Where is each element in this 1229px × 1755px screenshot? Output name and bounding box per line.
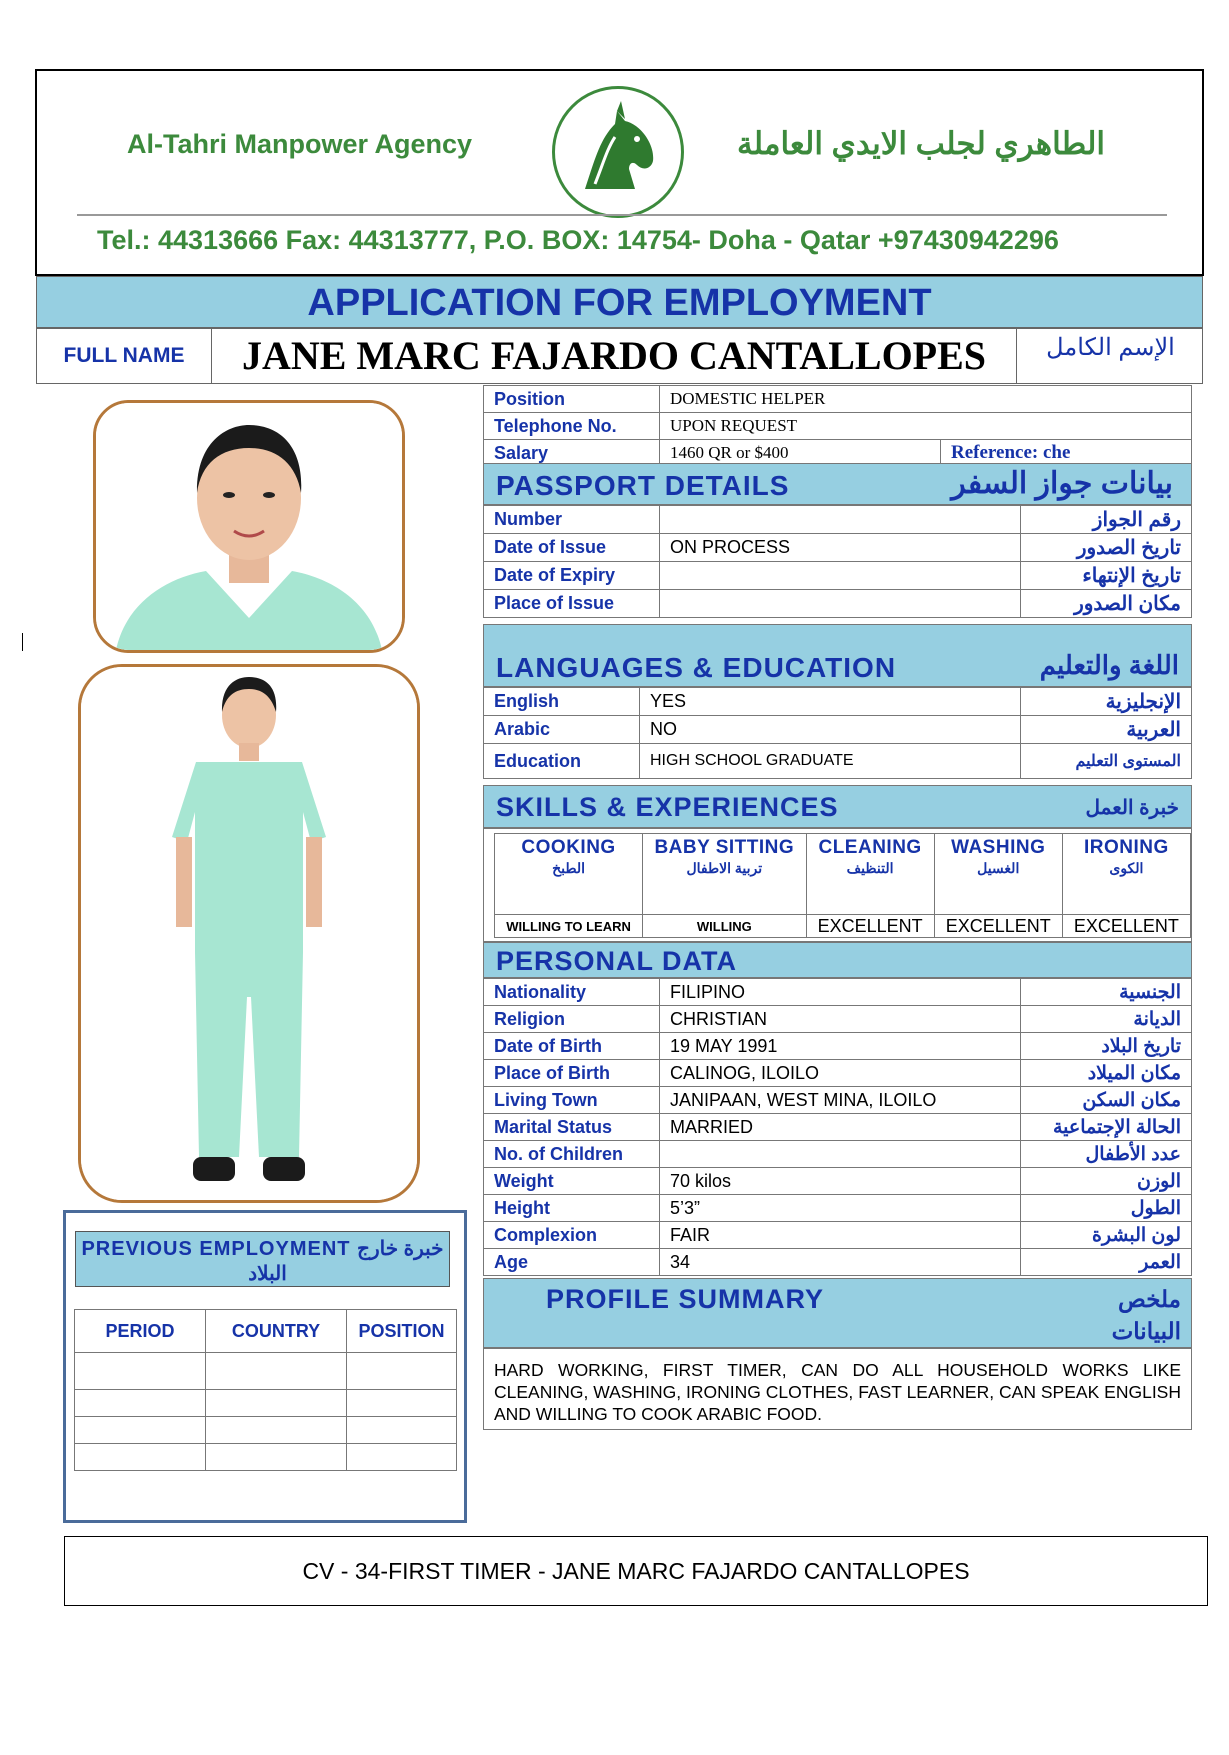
column-period: PERIOD	[75, 1310, 206, 1353]
personal-row-label: Height	[484, 1195, 660, 1222]
skill-name: WASHING	[951, 837, 1046, 858]
agency-header	[35, 69, 1204, 276]
personal-row-label: Living Town	[484, 1087, 660, 1114]
full-name-label: FULL NAME	[63, 344, 185, 367]
personal-row-arabic: العمر	[1021, 1249, 1192, 1276]
personal-row	[484, 1114, 1192, 1141]
passport-row-value	[660, 590, 1021, 618]
language-row-arabic: العربية	[1021, 716, 1192, 744]
personal-section-header	[483, 942, 1192, 978]
personal-row	[484, 1249, 1192, 1276]
personal-row-arabic: الطول	[1021, 1195, 1192, 1222]
language-row-value: HIGH SCHOOL GRADUATE	[640, 744, 1021, 779]
personal-row-value: FAIR	[660, 1222, 1021, 1249]
personal-row-value: CHRISTIAN	[660, 1006, 1021, 1033]
cv-footer: CV - 34-FIRST TIMER - JANE MARC FAJARDO CANTALLOPES	[64, 1536, 1208, 1606]
skill-level: WILLING	[643, 915, 806, 938]
language-row-value: YES	[640, 688, 1021, 716]
column-position: POSITION	[347, 1310, 457, 1353]
language-row-value: NO	[640, 716, 1021, 744]
applicant-full-body-photo	[78, 664, 420, 1203]
form-title: APPLICATION FOR EMPLOYMENT	[307, 282, 932, 324]
horse-logo-icon	[552, 86, 684, 218]
full-name-label-cell	[37, 329, 212, 383]
personal-row-arabic: الجنسية	[1021, 979, 1192, 1006]
personal-row-label: Marital Status	[484, 1114, 660, 1141]
skill-name: BABY SITTING	[654, 837, 795, 858]
languages-table	[483, 687, 1192, 779]
personal-title: PERSONAL DATA	[496, 946, 738, 976]
personal-table	[483, 978, 1192, 1276]
full-name-row	[36, 328, 1203, 384]
previous-employment-title: PREVIOUS EMPLOYMENT	[81, 1238, 351, 1260]
language-row-label: Education	[484, 744, 640, 779]
skill-name-arabic: الطبخ	[552, 860, 586, 876]
personal-row-label: Complexion	[484, 1222, 660, 1249]
passport-row-value	[660, 562, 1021, 590]
reference-value: Reference: che	[941, 440, 1192, 467]
table-row	[75, 1353, 457, 1390]
skill-level: EXCELLENT	[934, 915, 1062, 938]
salary-value: 1460 QR or $400	[660, 440, 941, 467]
passport-row-arabic: مكان الصدور	[1021, 590, 1192, 618]
personal-row	[484, 979, 1192, 1006]
languages-title-arabic: اللغة والتعليم	[1039, 650, 1179, 680]
agency-contact: Tel.: 44313666 Fax: 44313777, P.O. BOX: 14754- Doha - Qatar +97430942296	[97, 225, 1059, 255]
language-row	[484, 688, 1192, 716]
skills-section-header	[483, 785, 1192, 828]
personal-row-label: Weight	[484, 1168, 660, 1195]
profile-title-arabic: ملخص البيانات	[1111, 1286, 1181, 1344]
personal-row-value: MARRIED	[660, 1114, 1021, 1141]
salary-label: Salary	[484, 440, 660, 467]
personal-row-value: 70 kilos	[660, 1168, 1021, 1195]
skill-name-arabic: تربية الاطفال	[686, 860, 763, 876]
personal-row-label: Date of Birth	[484, 1033, 660, 1060]
skill-level: EXCELLENT	[1062, 915, 1190, 938]
languages-section-header	[483, 624, 1192, 687]
personal-row	[484, 1033, 1192, 1060]
previous-employment-title-arabic: خبرة خارج البلاد	[248, 1238, 444, 1285]
personal-row-label: Place of Birth	[484, 1060, 660, 1087]
passport-title-arabic: بيانات جواز السفر	[951, 467, 1173, 500]
passport-table	[483, 505, 1192, 618]
profile-section-header	[483, 1278, 1192, 1348]
language-row-arabic: المستوى التعليم	[1021, 744, 1192, 779]
language-row-label: English	[484, 688, 640, 716]
language-row-label: Arabic	[484, 716, 640, 744]
personal-row	[484, 1168, 1192, 1195]
passport-row	[484, 506, 1192, 534]
passport-title: PASSPORT DETAILS	[496, 470, 790, 501]
form-title-bar	[36, 276, 1203, 328]
passport-row	[484, 562, 1192, 590]
passport-row-label: Date of Issue	[484, 534, 660, 562]
personal-row-label: Age	[484, 1249, 660, 1276]
personal-row-arabic: عدد الأطفال	[1021, 1141, 1192, 1168]
agency-name-english: Al-Tahri Manpower Agency	[127, 129, 473, 159]
language-row-arabic: الإنجليزية	[1021, 688, 1192, 716]
passport-section-header	[483, 463, 1192, 505]
skill-cleaning	[806, 834, 934, 915]
personal-row	[484, 1195, 1192, 1222]
skill-baby-sitting	[643, 834, 806, 915]
personal-row-label: Religion	[484, 1006, 660, 1033]
skills-title: SKILLS & EXPERIENCES	[496, 792, 839, 822]
skill-name-arabic: الكوى	[1109, 860, 1144, 876]
language-row	[484, 716, 1192, 744]
personal-row-arabic: لون البشرة	[1021, 1222, 1192, 1249]
skill-name: COOKING	[521, 837, 616, 858]
passport-row-arabic: تاريخ الإنتهاء	[1021, 562, 1192, 590]
passport-row-value	[660, 506, 1021, 534]
personal-row-arabic: الحالة الإجتماعية	[1021, 1114, 1192, 1141]
personal-row-arabic: الوزن	[1021, 1168, 1192, 1195]
telephone-label: Telephone No.	[484, 413, 660, 440]
skills-title-arabic: خبرة العمل	[1085, 797, 1179, 819]
personal-row-label: No. of Children	[484, 1141, 660, 1168]
personal-row-value: CALINOG, ILOILO	[660, 1060, 1021, 1087]
passport-row-label: Place of Issue	[484, 590, 660, 618]
skills-table	[494, 833, 1191, 938]
passport-row-label: Date of Expiry	[484, 562, 660, 590]
previous-employment-table	[74, 1309, 457, 1471]
personal-row	[484, 1222, 1192, 1249]
personal-row-value	[660, 1141, 1021, 1168]
skill-name-arabic: الغسيل	[977, 860, 1020, 876]
skill-name: CLEANING	[818, 837, 922, 858]
passport-row	[484, 590, 1192, 618]
personal-row	[484, 1060, 1192, 1087]
personal-row	[484, 1087, 1192, 1114]
skill-cooking	[495, 834, 643, 915]
personal-row-label: Nationality	[484, 979, 660, 1006]
skill-name-arabic: التنظيف	[846, 860, 894, 876]
position-value: DOMESTIC HELPER	[660, 386, 1192, 413]
passport-row-arabic: رقم الجواز	[1021, 506, 1192, 534]
personal-row	[484, 1006, 1192, 1033]
skill-level: WILLING TO LEARN	[495, 915, 643, 938]
profile-title: PROFILE SUMMARY	[546, 1284, 824, 1314]
previous-employment-header	[75, 1231, 450, 1287]
table-row	[75, 1444, 457, 1471]
text-cursor-mark	[22, 633, 23, 651]
personal-row-arabic: مكان الميلاد	[1021, 1060, 1192, 1087]
table-row	[75, 1390, 457, 1417]
header-divider	[77, 214, 1167, 216]
profile-summary-text: HARD WORKING, FIRST TIMER, CAN DO ALL HOUSEHOLD WORKS LIKE CLEANING, WASHING, IRONING CLOTHES, FAST LEARNER, CAN SPEAK ENGLISH AND WILLING TO COOK ARABIC FOOD.	[483, 1348, 1192, 1430]
full-name-ar-cell	[1017, 329, 1204, 383]
personal-row-value: FILIPINO	[660, 979, 1021, 1006]
personal-row	[484, 1141, 1192, 1168]
telephone-value: UPON REQUEST	[660, 413, 1192, 440]
personal-row-arabic: مكان السكن	[1021, 1087, 1192, 1114]
skills-grid-wrapper	[483, 828, 1192, 942]
personal-row-value: JANIPAAN, WEST MINA, ILOILO	[660, 1087, 1021, 1114]
personal-row-value: 5’3”	[660, 1195, 1021, 1222]
full-name-label-arabic: الإسم الكامل	[1046, 334, 1175, 361]
languages-title: LANGUAGES & EDUCATION	[496, 652, 897, 683]
personal-row-arabic: تاريخ البلاد	[1021, 1033, 1192, 1060]
column-country: COUNTRY	[206, 1310, 347, 1353]
skill-name: IRONING	[1084, 837, 1169, 858]
table-row	[75, 1417, 457, 1444]
passport-row-arabic: تاريخ الصدور	[1021, 534, 1192, 562]
language-row	[484, 744, 1192, 779]
applicant-portrait-photo	[93, 400, 405, 653]
full-name-value-cell	[212, 329, 1017, 383]
full-name-value: JANE MARC FAJARDO CANTALLOPES	[241, 333, 987, 378]
skill-level: EXCELLENT	[806, 915, 934, 938]
skill-washing	[934, 834, 1062, 915]
agency-name-arabic: الطاهري لجلب الايدي العاملة	[737, 126, 1106, 161]
personal-row-arabic: الديانة	[1021, 1006, 1192, 1033]
passport-row-label: Number	[484, 506, 660, 534]
position-info-table	[483, 385, 1192, 467]
position-label: Position	[484, 386, 660, 413]
passport-row-value: ON PROCESS	[660, 534, 1021, 562]
passport-row	[484, 534, 1192, 562]
personal-row-value: 19 MAY 1991	[660, 1033, 1021, 1060]
previous-employment-box	[63, 1210, 467, 1523]
personal-row-value: 34	[660, 1249, 1021, 1276]
skill-ironing	[1062, 834, 1190, 915]
